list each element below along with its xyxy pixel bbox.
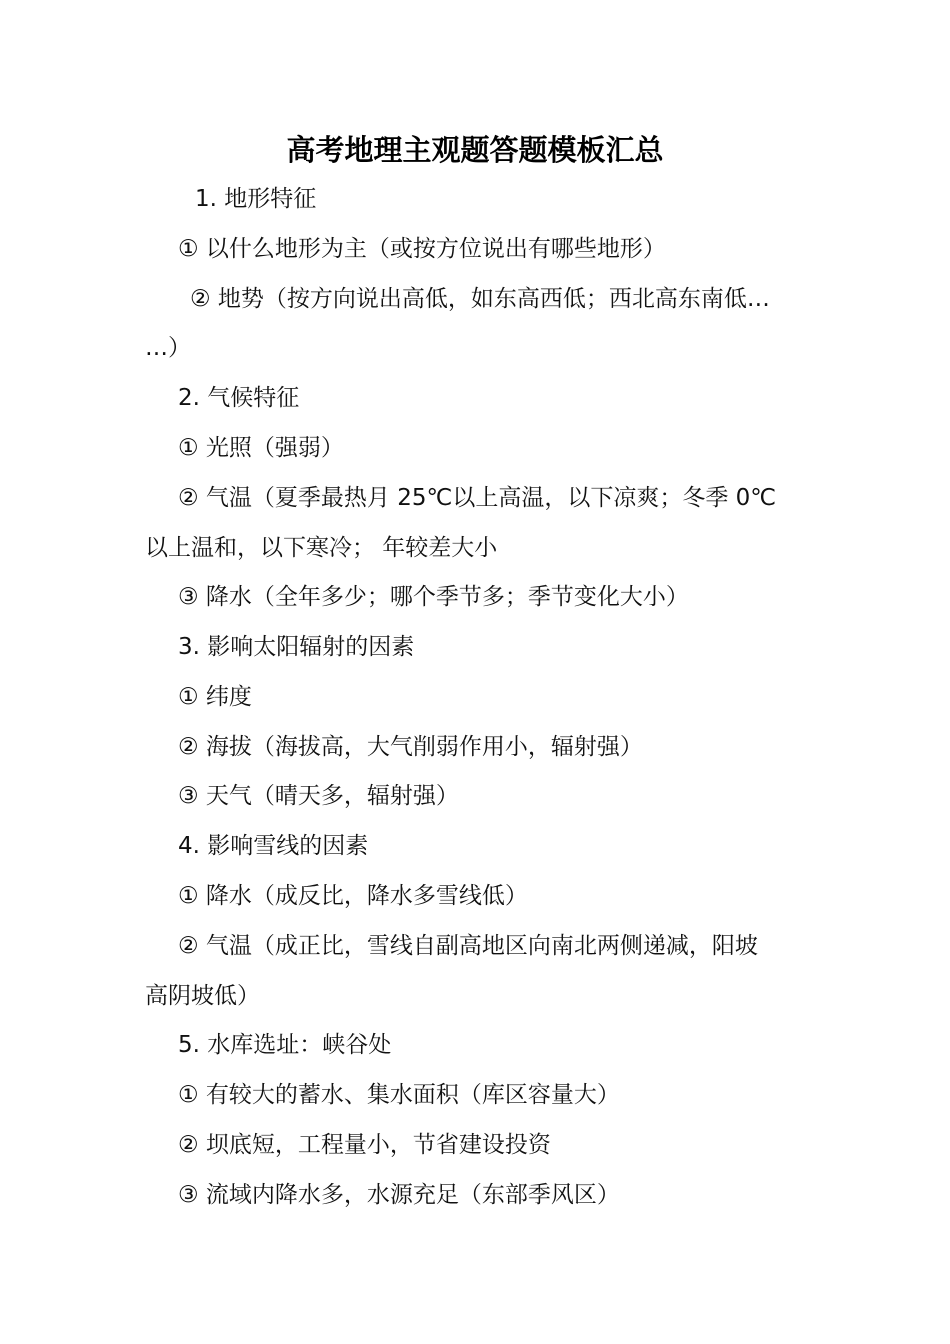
list-item: ① 光照（强弱） [178, 435, 344, 461]
list-item: ① 有较大的蓄水、集水面积（库区容量大） [178, 1082, 620, 1108]
list-item: ② 气温（成正比，雪线自副高地区向南北两侧递减，阳坡 [178, 933, 758, 959]
list-item-continuation: 高阴坡低） [145, 983, 260, 1009]
list-item-continuation: 以上温和，以下寒冷； 年较差大小 [145, 535, 498, 561]
section-heading-climate: 2. 气候特征 [178, 385, 300, 411]
list-item: ① 纬度 [178, 684, 252, 710]
document-title: 高考地理主观题答题模板汇总 [286, 133, 664, 167]
list-item: ① 以什么地形为主（或按方位说出有哪些地形） [178, 236, 666, 262]
list-item: ① 降水（成反比，降水多雪线低） [178, 883, 528, 909]
list-item: ② 地势（按方向说出高低，如东高西低；西北高东南低… [190, 286, 770, 312]
list-item: ③ 天气（晴天多，辐射强） [178, 783, 459, 809]
section-heading-snowline: 4. 影响雪线的因素 [178, 833, 369, 859]
section-heading-reservoir: 5. 水库选址：峡谷处 [178, 1032, 392, 1058]
section-heading-solar-radiation: 3. 影响太阳辐射的因素 [178, 634, 415, 660]
list-item: ② 坝底短，工程量小，节省建设投资 [178, 1132, 551, 1158]
list-item: ③ 降水（全年多少；哪个季节多；季节变化大小） [178, 584, 689, 610]
list-item: ③ 流域内降水多，水源充足（东部季风区） [178, 1182, 620, 1208]
list-item: ② 海拔（海拔高，大气削弱作用小，辐射强） [178, 734, 643, 760]
list-item-continuation: …） [145, 335, 191, 361]
section-heading-terrain: 1. 地形特征 [195, 186, 317, 212]
list-item: ② 气温（夏季最热月 25℃以上高温，以下凉爽；冬季 0℃ [178, 485, 777, 511]
